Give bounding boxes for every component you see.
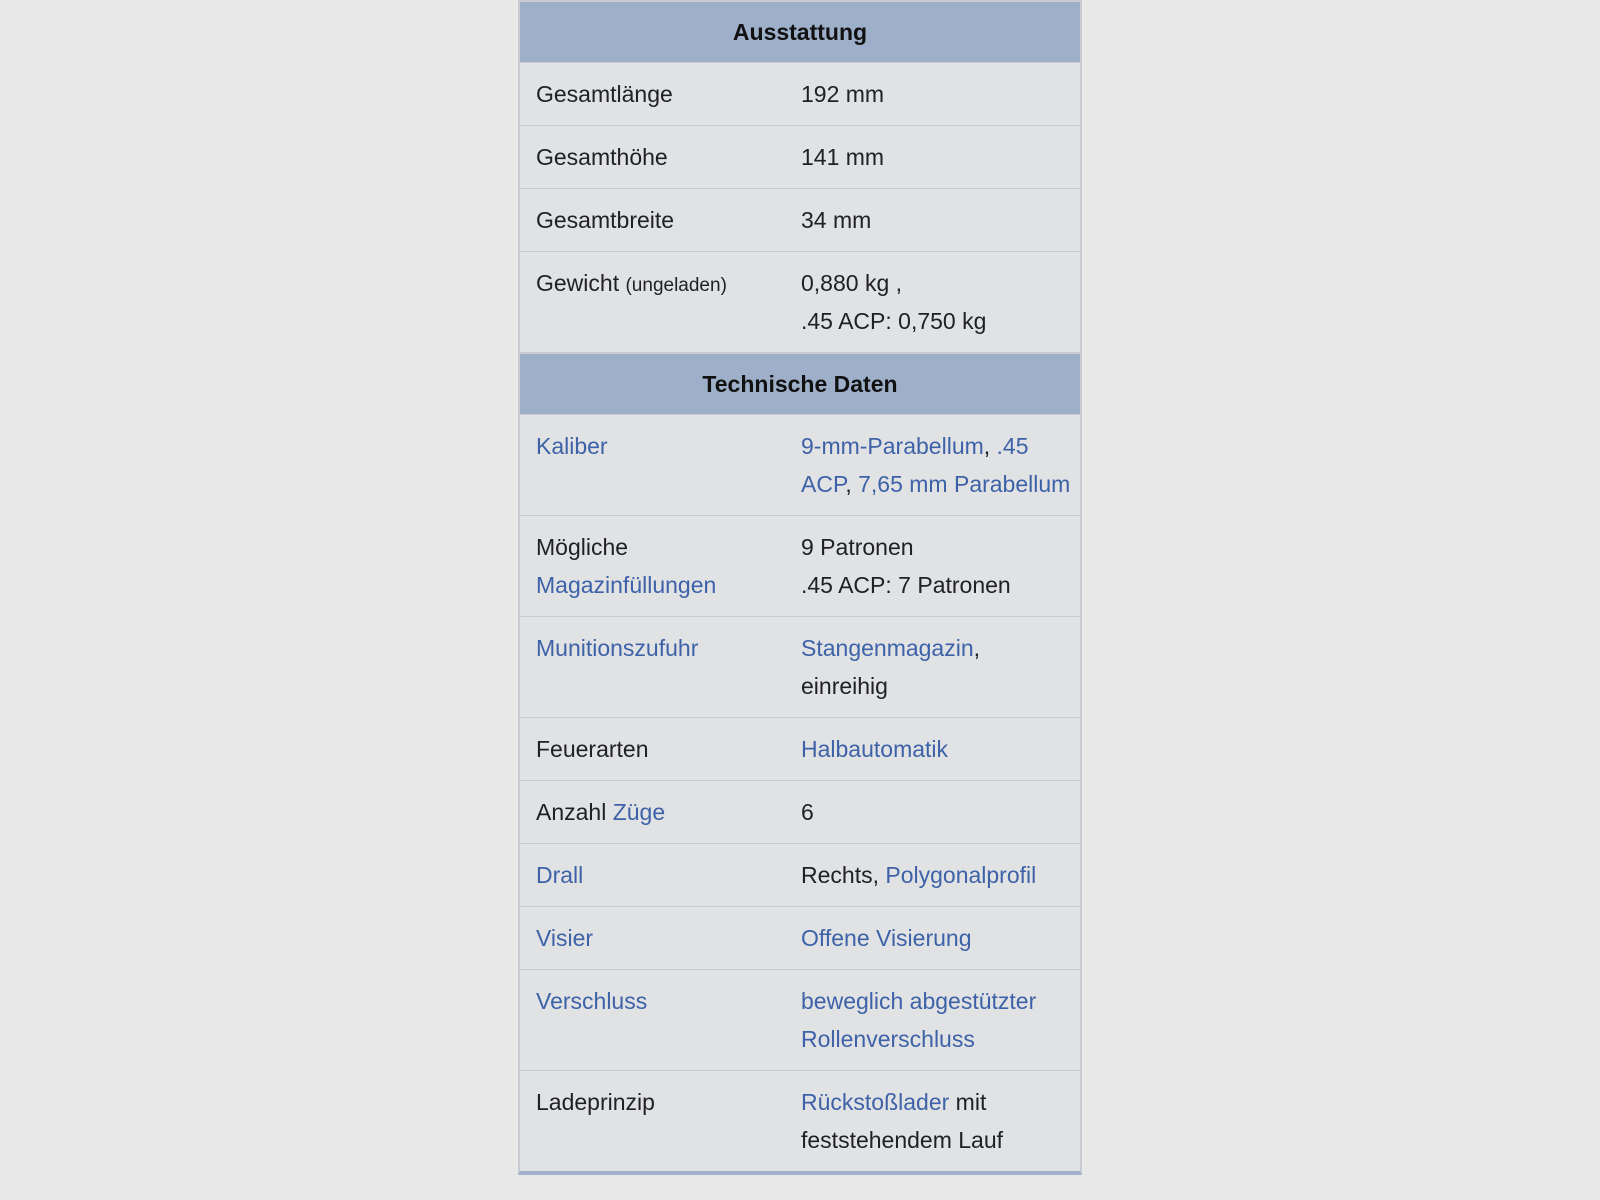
link-drall[interactable]: Drall <box>536 862 584 888</box>
row-label <box>520 781 801 843</box>
row-value <box>801 970 1080 1070</box>
row-label: Gesamtlänge <box>536 81 673 107</box>
row-gewicht <box>520 251 1080 352</box>
link-stangenmagazin[interactable]: Stangenmagazin <box>801 635 974 661</box>
row-value: 34 mm <box>801 207 872 233</box>
row-label <box>520 617 801 717</box>
link-verschluss[interactable]: Verschluss <box>536 988 648 1014</box>
row-kaliber <box>520 414 1080 515</box>
row-verschluss <box>520 969 1080 1070</box>
label-text: Anzahl <box>536 799 613 825</box>
label-text: Gewicht <box>536 270 620 296</box>
link-munitionszufuhr[interactable]: Munitionszufuhr <box>536 635 699 661</box>
value-text: einreihig <box>801 673 888 699</box>
row-gesamtbreite <box>520 188 1080 251</box>
link-zuege[interactable]: Züge <box>612 799 666 825</box>
value-line-2: .45 ACP: 7 Patronen <box>801 572 1011 598</box>
link-rollenverschluss[interactable]: beweglich abgestützter Rollenverschluss <box>801 988 1037 1052</box>
link-polygonalprofil[interactable]: Polygonalprofil <box>885 862 1037 888</box>
row-value <box>801 252 1080 352</box>
row-munitionszufuhr <box>520 616 1080 717</box>
row-value <box>801 907 1080 969</box>
row-visier <box>520 906 1080 969</box>
row-label <box>520 907 801 969</box>
link-halbautomatik[interactable]: Halbautomatik <box>801 736 949 762</box>
row-value: 192 mm <box>801 81 885 107</box>
separator: , <box>973 635 981 661</box>
row-label: Gesamtbreite <box>536 207 675 233</box>
label-text: Mögliche <box>536 534 629 560</box>
link-kaliber[interactable]: Kaliber <box>536 433 608 459</box>
row-magazinfuellungen <box>520 515 1080 616</box>
row-label: Ladeprinzip <box>536 1089 655 1115</box>
row-label: Gesamthöhe <box>536 144 668 170</box>
link-rueckstosslader[interactable]: Rückstoßlader <box>801 1089 950 1115</box>
value-line-2: .45 ACP: 0,750 kg <box>801 308 987 334</box>
row-label <box>520 516 801 616</box>
row-feuerarten <box>520 717 1080 780</box>
row-value <box>801 844 1080 906</box>
row-drall <box>520 843 1080 906</box>
row-value <box>801 516 1080 616</box>
row-zuege <box>520 780 1080 843</box>
row-ladeprinzip <box>520 1070 1080 1171</box>
row-value <box>801 718 1080 780</box>
section-header-ausstattung: Ausstattung <box>520 0 1080 62</box>
row-label: Feuerarten <box>536 736 649 762</box>
row-gesamtlaenge <box>520 62 1080 125</box>
link-visier[interactable]: Visier <box>536 925 594 951</box>
separator: , <box>983 433 997 459</box>
row-label <box>520 252 801 352</box>
row-label <box>520 844 801 906</box>
separator: , <box>845 471 859 497</box>
row-value: 141 mm <box>801 144 885 170</box>
value-line-1: 0,880 kg , <box>801 270 903 296</box>
link-9mm-parabellum[interactable]: 9-mm-Parabellum <box>801 433 984 459</box>
row-gesamthoehe <box>520 125 1080 188</box>
row-value <box>801 415 1080 515</box>
row-label <box>520 415 801 515</box>
value-text: mit feststehendem Lauf <box>801 1089 1004 1153</box>
row-label <box>520 970 801 1070</box>
infobox <box>518 0 1082 1175</box>
link-765-parabellum[interactable]: 7,65 mm Parabellum <box>858 471 1071 497</box>
link-45-acp[interactable]: .45 ACP <box>801 433 1029 497</box>
value-text: Rechts, <box>801 862 886 888</box>
value-line-1: 9 Patronen <box>801 534 914 560</box>
row-value <box>801 617 1080 717</box>
link-offene-visierung[interactable]: Offene Visierung <box>801 925 972 951</box>
row-value <box>801 1071 1080 1171</box>
label-note: (ungeladen) <box>625 275 727 296</box>
row-value: 6 <box>801 799 814 825</box>
section-header-technische-daten: Technische Daten <box>520 352 1080 414</box>
link-magazinfuellungen[interactable]: Magazinfüllungen <box>536 572 717 598</box>
